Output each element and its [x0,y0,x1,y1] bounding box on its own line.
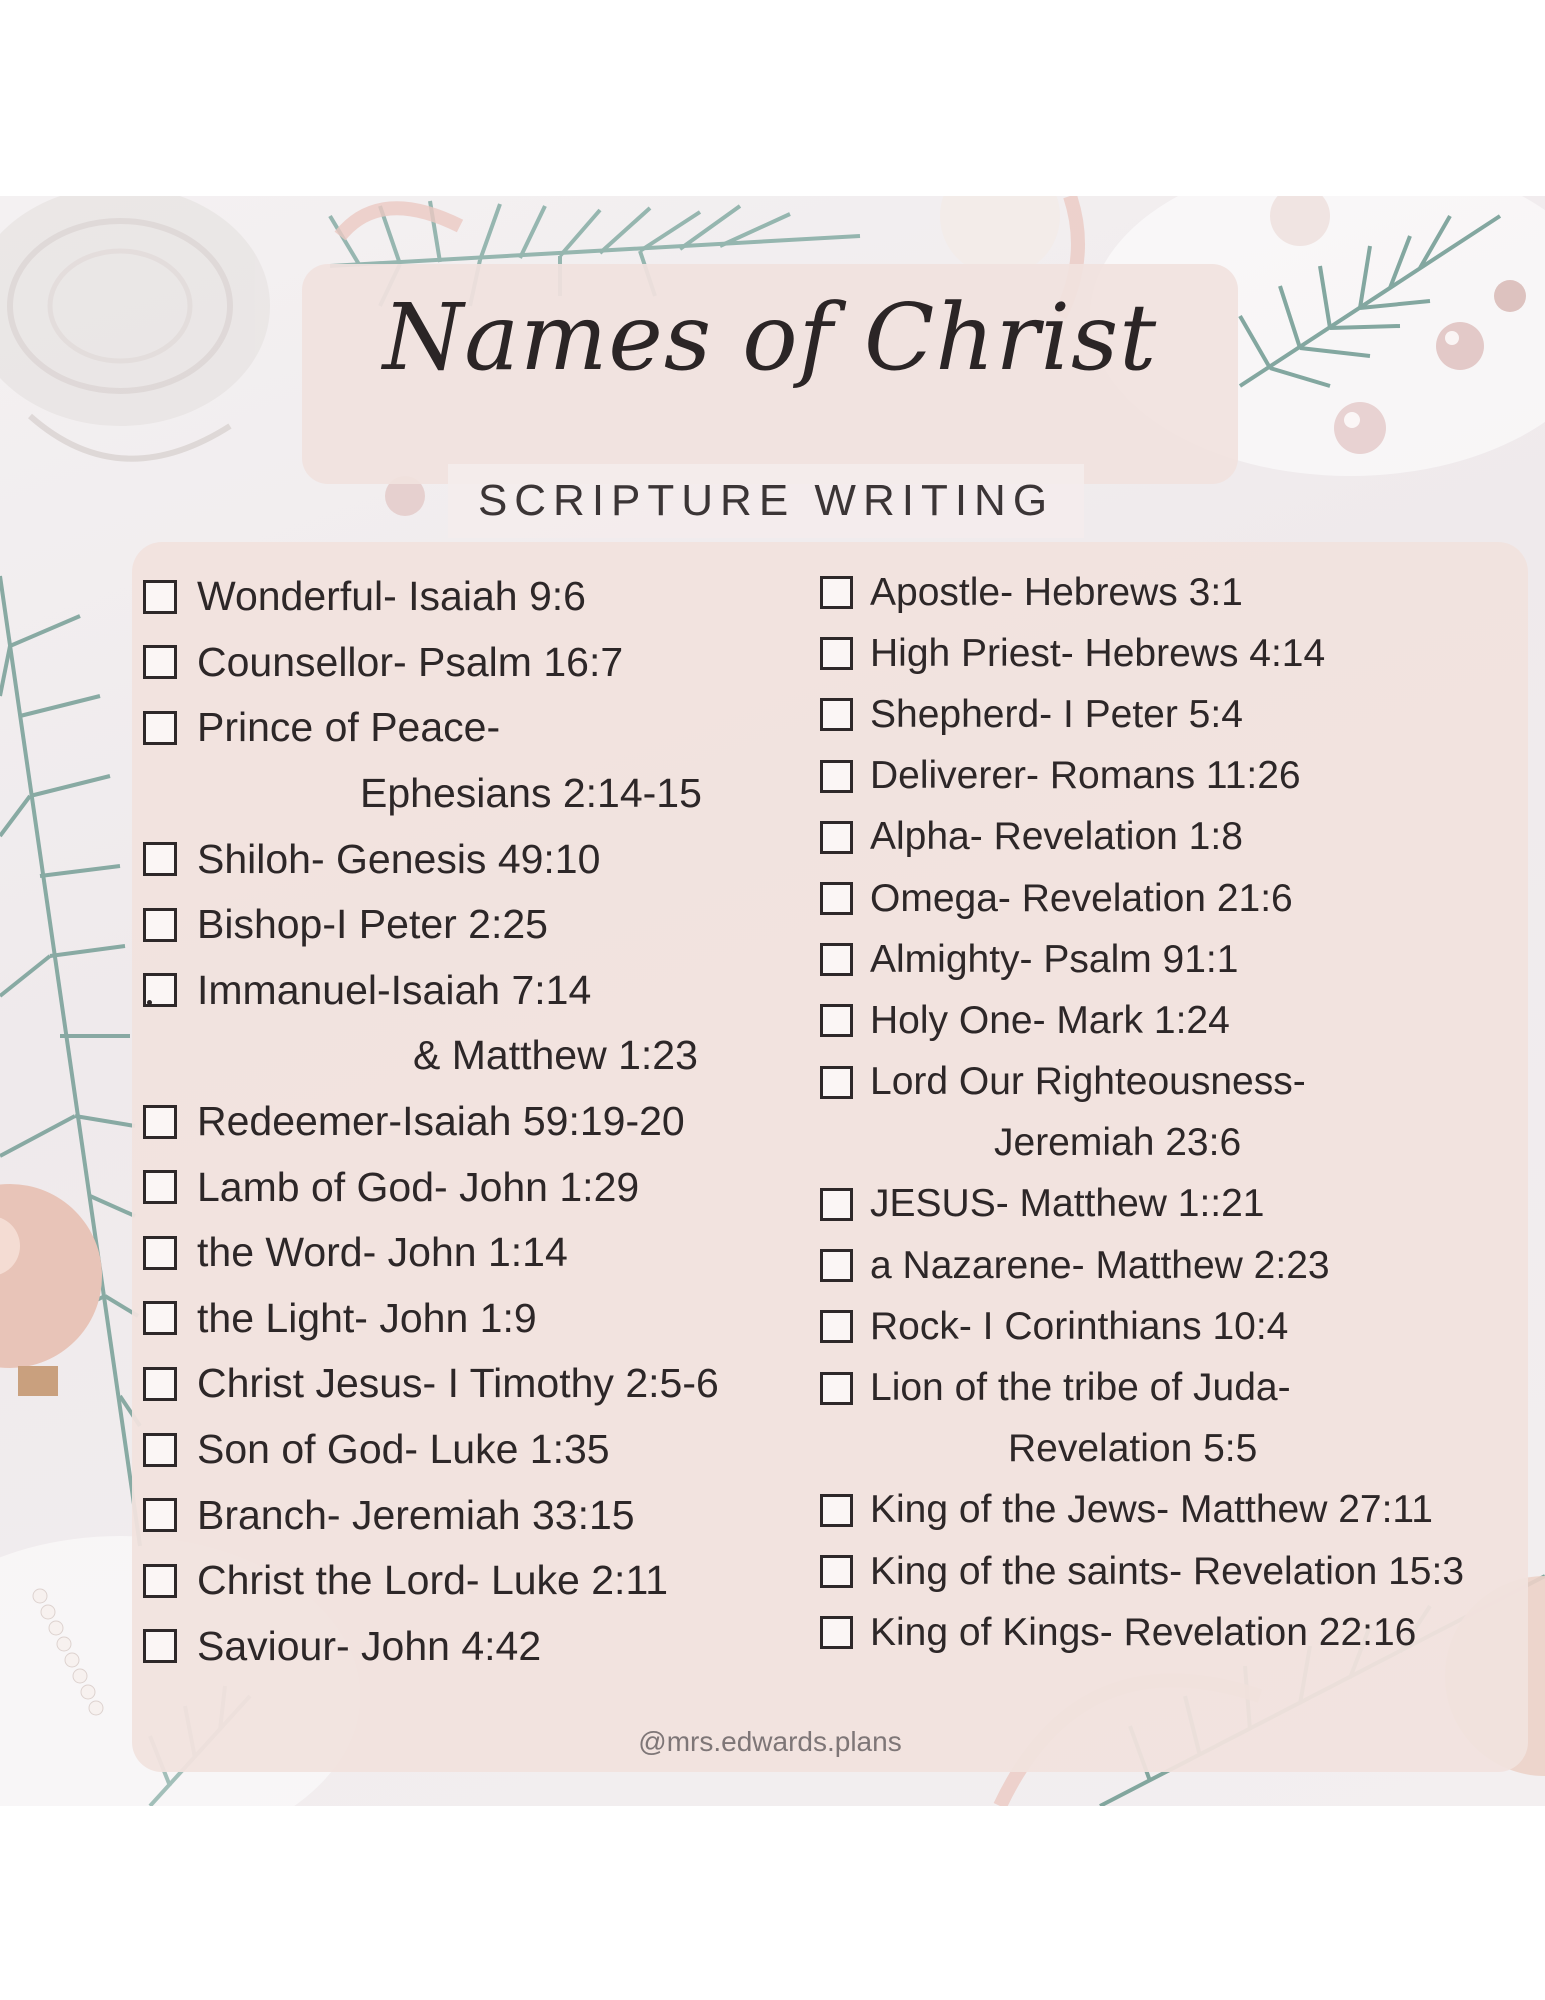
checklist-item-label: Lamb of God- John 1:29 [197,1163,640,1210]
checkbox[interactable] [820,1372,853,1405]
checklist-item[interactable] [143,695,719,761]
checklist-item[interactable] [143,1351,719,1417]
checkbox[interactable] [820,943,853,976]
checklist-item-label: Branch- Jeremiah 33:15 [197,1491,635,1538]
checklist-item[interactable] [820,868,1464,929]
checklist-item-label: Counsellor- Psalm 16:7 [197,638,624,685]
checklist-item-continuation [820,1113,1464,1174]
checkbox[interactable] [820,1004,853,1037]
checklist-item-label: JESUS- Matthew 1::21 [870,1182,1265,1226]
checklist-item-label: Shiloh- Genesis 49:10 [197,835,601,882]
checkbox[interactable] [143,1629,177,1663]
checklist-left-column [143,564,719,1679]
checklist-item-label: Christ the Lord- Luke 2:11 [197,1557,668,1604]
checklist-right-column [820,562,1464,1663]
checkbox[interactable] [820,1494,853,1527]
checklist-item-label: King of the saints- Revelation 15:3 [870,1549,1465,1593]
checklist-item-label: Shepherd- I Peter 5:4 [870,692,1243,736]
checklist-item[interactable] [820,746,1464,807]
checkbox[interactable] [820,1310,853,1343]
checklist-item[interactable] [820,929,1464,990]
checkbox[interactable] [820,882,853,915]
checklist-item[interactable] [820,623,1464,684]
checkbox[interactable] [143,1564,177,1598]
checklist-item-label: & Matthew 1:23 [413,1032,698,1079]
checkbox[interactable] [143,645,177,679]
checkbox[interactable] [820,637,853,670]
checklist-item[interactable] [143,958,719,1024]
checkbox[interactable] [820,1249,853,1282]
checklist-item-label: Lord Our Righteousness- [870,1060,1306,1104]
checklist-item[interactable] [820,1480,1464,1541]
page-subtitle: SCRIPTURE WRITING [477,476,1055,525]
checkbox[interactable] [143,1170,177,1204]
checklist-item[interactable] [143,1220,719,1286]
checklist-item-label: Jeremiah 23:6 [994,1121,1242,1165]
checklist-item[interactable] [143,1614,719,1680]
checkbox[interactable] [820,576,853,609]
checklist-item-label: Holy One- Mark 1:24 [870,998,1230,1042]
checklist-item-label: King of the Jews- Matthew 27:11 [870,1488,1433,1532]
checklist-item[interactable] [820,807,1464,868]
checkbox[interactable] [143,1498,177,1532]
checkbox[interactable] [820,698,853,731]
pink-bauble-left [0,1184,102,1396]
checklist-item[interactable] [820,684,1464,745]
checklist-item-label: Lion of the tribe of Juda- [870,1366,1291,1410]
checkbox[interactable] [820,760,853,793]
checkbox[interactable] [143,1433,177,1467]
checklist-item-label: Rock- I Corinthians 10:4 [870,1304,1289,1348]
checklist-item-label: Ephesians 2:14-15 [360,770,702,817]
checkbox[interactable] [820,1616,853,1649]
checklist-item[interactable] [143,1286,719,1352]
watermark-handle: @mrs.edwards.plans [638,1726,902,1757]
checkbox[interactable] [143,842,177,876]
checklist-item[interactable] [820,562,1464,623]
checklist-item-label: the Word- John 1:14 [197,1229,568,1276]
checklist-item-label: Alpha- Revelation 1:8 [870,815,1243,859]
stray-dot [147,1000,152,1005]
checklist-item[interactable] [143,892,719,958]
checkbox[interactable] [143,1236,177,1270]
checklist-item[interactable] [143,1089,719,1155]
checklist-item[interactable] [143,564,719,630]
checkbox[interactable] [143,1105,177,1139]
checklist-item-label: Redeemer-Isaiah 59:19-20 [197,1098,685,1145]
checklist-item-label: Christ Jesus- I Timothy 2:5-6 [197,1360,719,1407]
checklist-item[interactable] [820,1602,1464,1663]
checklist-item-label: the Light- John 1:9 [197,1294,537,1341]
checklist-item-continuation [143,761,719,827]
checkbox[interactable] [143,1301,177,1335]
checklist-item-label: Almighty- Psalm 91:1 [870,937,1239,981]
checklist-item[interactable] [820,990,1464,1051]
checklist-item[interactable] [143,1548,719,1614]
checklist-item-label: King of Kings- Revelation 22:16 [870,1610,1417,1654]
page-title: Names of Christ [382,284,1158,391]
checklist-item-label: Prince of Peace- [197,704,501,751]
checklist-item-continuation [143,1023,719,1089]
checklist-item-label: Apostle- Hebrews 3:1 [870,570,1243,614]
checklist-item-label: Son of God- Luke 1:35 [197,1426,610,1473]
checklist-item-label: Deliverer- Romans 11:26 [870,754,1301,798]
checkbox[interactable] [820,821,853,854]
checkbox[interactable] [143,711,177,745]
checklist-item[interactable] [820,1541,1464,1602]
checkbox[interactable] [143,1367,177,1401]
checklist-item-label: Immanuel-Isaiah 7:14 [197,966,592,1013]
checkbox[interactable] [820,1188,853,1221]
checkbox[interactable] [143,908,177,942]
checklist-item[interactable] [143,1482,719,1548]
checklist-item-label: Wonderful- Isaiah 9:6 [197,573,586,620]
checklist-item[interactable] [143,826,719,892]
checklist-item[interactable] [143,1417,719,1483]
checklist-item-continuation [820,1419,1464,1480]
checklist-item-label: a Nazarene- Matthew 2:23 [870,1243,1330,1287]
checklist-item-label: Bishop-I Peter 2:25 [197,901,548,948]
checklist-item[interactable] [820,1296,1464,1357]
checklist-item-label: Revelation 5:5 [1008,1427,1258,1471]
checklist-item[interactable] [820,1174,1464,1235]
pine-branch-left [0,576,140,1546]
checklist-item[interactable] [820,1235,1464,1296]
checkbox[interactable] [820,1066,853,1099]
checklist-item[interactable] [143,1154,719,1220]
checkbox[interactable] [820,1555,853,1588]
checklist-item[interactable] [143,630,719,696]
checklist-item-label: High Priest- Hebrews 4:14 [870,631,1326,675]
checklist-item[interactable] [820,1357,1464,1418]
checkbox[interactable] [143,580,177,614]
checklist-item-label: Omega- Revelation 21:6 [870,876,1293,920]
scripture-writing-graphic [0,196,1545,1806]
checklist-item[interactable] [820,1052,1464,1113]
checklist-item-label: Saviour- John 4:42 [197,1622,542,1669]
lace-ornament [0,196,270,459]
